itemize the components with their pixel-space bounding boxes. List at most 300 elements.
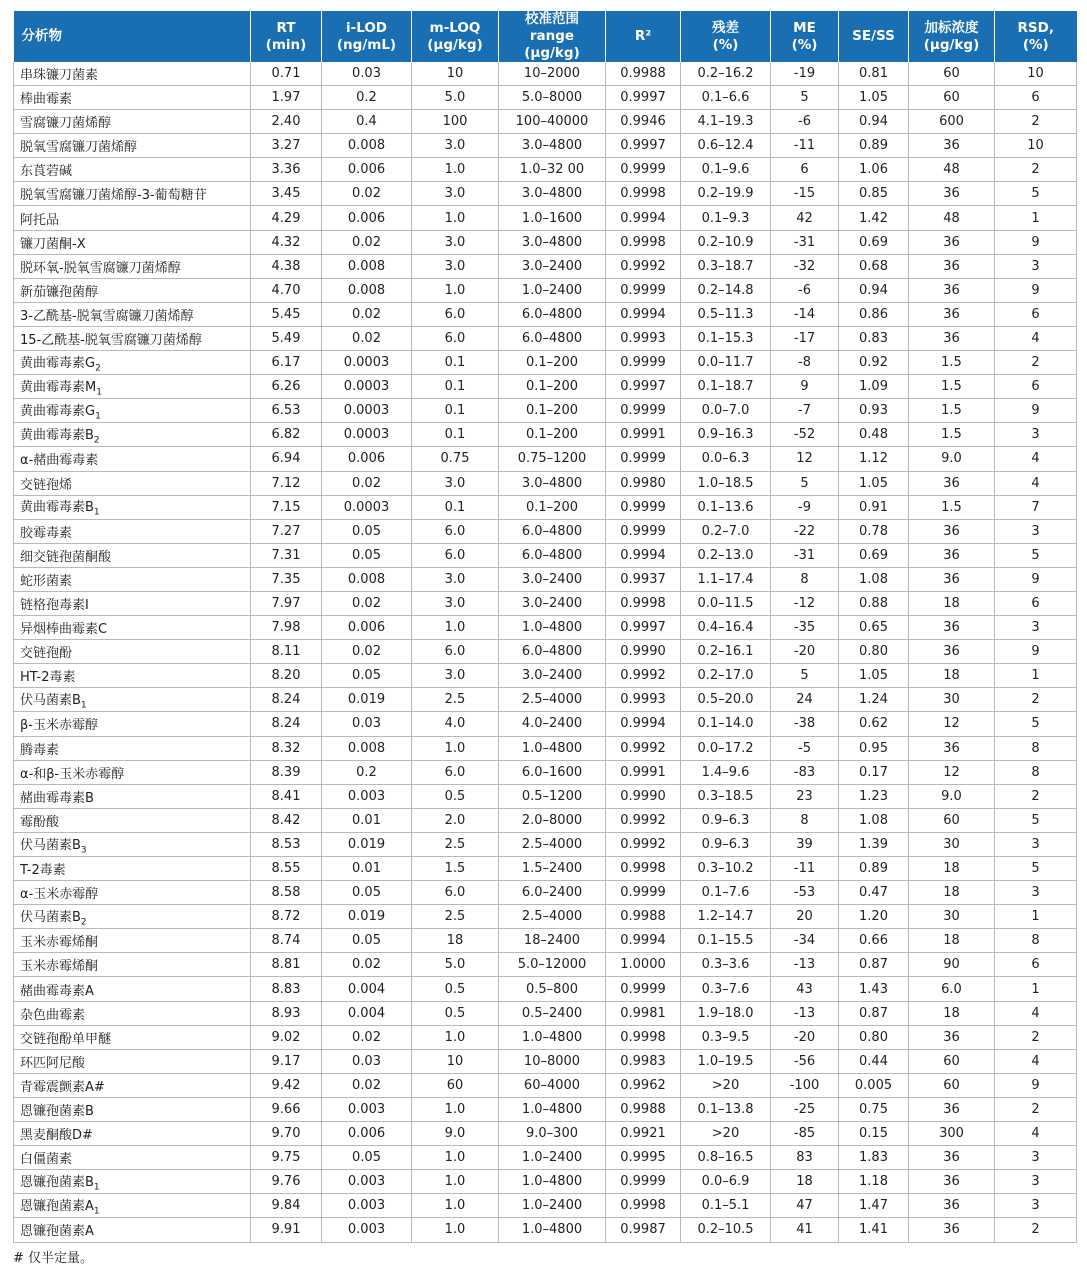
cell-se-ss: 0.69 [839,543,909,567]
analyte-name: α-赭曲霉毒素 [20,453,99,469]
cell-residual: 1.0–19.5 [681,1049,771,1073]
cell-residual: 0.3–18.7 [681,254,771,278]
cell-i-lod: 0.05 [322,543,412,567]
cell-se-ss: 0.93 [839,399,909,423]
header-r2 [606,11,681,62]
cell-rt: 8.20 [251,664,322,688]
cell-r2: 0.9997 [606,616,681,640]
cell-se-ss: 1.43 [839,977,909,1001]
cell-spike-level: 12 [909,712,995,736]
cell-analyte [14,808,251,832]
cell-calibration-range: 18–2400 [499,929,606,953]
cell-spike-level: 36 [909,640,995,664]
cell-calibration-range: 0.1–200 [499,423,606,447]
cell-se-ss: 1.09 [839,375,909,399]
cell-se-ss: 1.39 [839,832,909,856]
cell-m-loq: 2.5 [412,832,499,856]
table-row [14,134,1077,158]
cell-me: 24 [771,688,839,712]
analyte-name: 赭曲霉毒素B [20,790,94,806]
cell-calibration-range: 2.5–4000 [499,688,606,712]
cell-rt: 7.35 [251,567,322,591]
cell-rsd: 5 [995,182,1077,206]
header-rsd [995,11,1077,62]
analyte-name: 霉酚酸 [20,814,60,830]
cell-rsd: 2 [995,110,1077,134]
cell-r2: 0.9997 [606,375,681,399]
cell-analyte [14,302,251,326]
cell-me: -17 [771,326,839,350]
cell-spike-level: 600 [909,110,995,134]
cell-me: -20 [771,1025,839,1049]
cell-i-lod: 0.003 [322,784,412,808]
cell-rt: 7.12 [251,471,322,495]
table-row [14,254,1077,278]
table-row [14,519,1077,543]
cell-analyte [14,447,251,471]
table-row [14,736,1077,760]
cell-rsd: 4 [995,1001,1077,1025]
table-row [14,1097,1077,1121]
table-row [14,399,1077,423]
cell-me: -13 [771,1001,839,1025]
cell-calibration-range: 2.5–4000 [499,832,606,856]
table-row [14,1049,1077,1073]
cell-spike-level: 60 [909,86,995,110]
cell-m-loq: 6.0 [412,326,499,350]
cell-se-ss: 0.47 [839,881,909,905]
cell-rt: 9.75 [251,1146,322,1170]
cell-m-loq: 10 [412,62,499,86]
analyte-name: 雪腐镰刀菌烯醇 [20,116,112,132]
cell-residual: 0.9–6.3 [681,832,771,856]
cell-se-ss: 0.83 [839,326,909,350]
cell-r2: 0.9998 [606,1194,681,1218]
cell-m-loq: 3.0 [412,664,499,688]
table-row [14,953,1077,977]
cell-se-ss: 1.47 [839,1194,909,1218]
header-analyte [14,11,251,62]
cell-calibration-range: 1.0–1600 [499,206,606,230]
cell-i-lod: 0.0003 [322,351,412,375]
cell-r2: 0.9998 [606,182,681,206]
cell-rsd: 4 [995,447,1077,471]
cell-analyte [14,929,251,953]
cell-se-ss: 1.23 [839,784,909,808]
cell-rt: 9.84 [251,1194,322,1218]
cell-se-ss: 0.69 [839,230,909,254]
cell-r2: 0.9988 [606,905,681,929]
cell-me: -15 [771,182,839,206]
analyte-name: 黄曲霉毒素B [20,500,94,516]
header-m-loq [412,11,499,62]
cell-rt: 8.55 [251,857,322,881]
analyte-name: 恩镰孢菌素A [20,1224,94,1240]
cell-rsd: 1 [995,206,1077,230]
cell-se-ss: 0.94 [839,110,909,134]
cell-m-loq: 0.1 [412,375,499,399]
cell-r2: 0.9992 [606,736,681,760]
cell-se-ss: 1.83 [839,1146,909,1170]
cell-me: -52 [771,423,839,447]
cell-rt: 6.26 [251,375,322,399]
cell-r2: 0.9937 [606,567,681,591]
cell-r2: 0.9921 [606,1122,681,1146]
table-row [14,591,1077,615]
cell-rt: 8.42 [251,808,322,832]
cell-rsd: 10 [995,134,1077,158]
cell-r2: 0.9962 [606,1073,681,1097]
cell-r2: 0.9993 [606,688,681,712]
cell-i-lod: 0.006 [322,206,412,230]
cell-rt: 8.58 [251,881,322,905]
cell-residual: 0.2–7.0 [681,519,771,543]
cell-me: 41 [771,1218,839,1242]
cell-me: -31 [771,230,839,254]
cell-rsd: 4 [995,1122,1077,1146]
cell-residual: 0.6–12.4 [681,134,771,158]
cell-rsd: 2 [995,158,1077,182]
analyte-name: HT-2毒素 [20,670,76,686]
cell-i-lod: 0.0003 [322,375,412,399]
cell-m-loq: 6.0 [412,760,499,784]
cell-calibration-range: 0.1–200 [499,399,606,423]
cell-calibration-range: 6.0–4800 [499,326,606,350]
cell-se-ss: 0.17 [839,760,909,784]
cell-rt: 0.71 [251,62,322,86]
table-row [14,1170,1077,1194]
cell-r2: 0.9992 [606,254,681,278]
table-row [14,86,1077,110]
cell-calibration-range: 0.75–1200 [499,447,606,471]
cell-me: -100 [771,1073,839,1097]
cell-r2: 0.9987 [606,1218,681,1242]
cell-rt: 9.66 [251,1097,322,1121]
cell-analyte [14,1025,251,1049]
cell-calibration-range: 1.0–4800 [499,1170,606,1194]
cell-i-lod: 0.02 [322,302,412,326]
cell-m-loq: 0.5 [412,977,499,1001]
cell-analyte [14,664,251,688]
table-row [14,905,1077,929]
analyte-name: 伏马菌素B [20,909,81,925]
cell-me: 18 [771,1170,839,1194]
cell-analyte [14,399,251,423]
cell-me: -38 [771,712,839,736]
cell-m-loq: 0.1 [412,495,499,519]
cell-se-ss: 0.92 [839,351,909,375]
cell-analyte [14,567,251,591]
header-line: ME [793,19,816,36]
cell-spike-level: 1.5 [909,495,995,519]
cell-i-lod: 0.05 [322,664,412,688]
cell-i-lod: 0.03 [322,712,412,736]
analyte-name: 伏马菌素B [20,837,81,853]
cell-calibration-range: 1.0–4800 [499,1097,606,1121]
cell-calibration-range: 1.0–4800 [499,736,606,760]
header-i-lod [322,11,412,62]
cell-m-loq: 3.0 [412,567,499,591]
cell-rt: 8.41 [251,784,322,808]
cell-m-loq: 3.0 [412,254,499,278]
table-body [14,62,1077,1242]
cell-r2: 0.9994 [606,543,681,567]
cell-me: 20 [771,905,839,929]
cell-spike-level: 60 [909,62,995,86]
table-row [14,567,1077,591]
cell-rsd: 4 [995,471,1077,495]
cell-residual: 0.5–11.3 [681,302,771,326]
cell-me: -31 [771,543,839,567]
cell-spike-level: 36 [909,230,995,254]
cell-m-loq: 0.5 [412,784,499,808]
cell-se-ss: 0.85 [839,182,909,206]
cell-me: 39 [771,832,839,856]
cell-calibration-range: 6.0–2400 [499,881,606,905]
cell-analyte [14,1073,251,1097]
analyte-name: 交链孢酚单甲醚 [20,1031,112,1047]
cell-i-lod: 0.008 [322,134,412,158]
cell-se-ss: 1.08 [839,567,909,591]
cell-r2: 0.9997 [606,86,681,110]
cell-m-loq: 6.0 [412,881,499,905]
cell-i-lod: 0.0003 [322,399,412,423]
header-line: RT [276,19,296,36]
cell-analyte [14,182,251,206]
cell-m-loq: 0.5 [412,1001,499,1025]
header-me [771,11,839,62]
cell-residual: 0.1–7.6 [681,881,771,905]
header-line: i-LOD [345,19,388,36]
cell-m-loq: 1.0 [412,736,499,760]
cell-i-lod: 0.02 [322,326,412,350]
header-line: RSD, [1017,19,1054,36]
cell-analyte [14,543,251,567]
cell-residual: 1.4–9.6 [681,760,771,784]
table-row [14,808,1077,832]
cell-m-loq: 1.0 [412,158,499,182]
cell-i-lod: 0.003 [322,1170,412,1194]
cell-rsd: 2 [995,1218,1077,1242]
cell-calibration-range: 10–2000 [499,62,606,86]
cell-spike-level: 90 [909,953,995,977]
cell-m-loq: 3.0 [412,230,499,254]
cell-rsd: 3 [995,616,1077,640]
cell-m-loq: 6.0 [412,519,499,543]
cell-m-loq: 3.0 [412,134,499,158]
cell-rt: 4.32 [251,230,322,254]
analyte-name: α-和β-玉米赤霉醇 [20,766,125,782]
analyte-name: 黄曲霉毒素G [20,355,96,371]
cell-rsd: 1 [995,977,1077,1001]
analyte-subscript: 1 [80,700,87,711]
cell-spike-level: 18 [909,929,995,953]
cell-analyte [14,495,251,519]
cell-se-ss: 1.41 [839,1218,909,1242]
cell-me: -25 [771,1097,839,1121]
table-row [14,640,1077,664]
cell-rt: 2.40 [251,110,322,134]
analyte-name: 新茄镰孢菌醇 [20,284,99,300]
cell-rsd: 3 [995,832,1077,856]
cell-spike-level: 30 [909,688,995,712]
cell-r2: 0.9992 [606,808,681,832]
cell-rt: 3.45 [251,182,322,206]
cell-calibration-range: 0.1–200 [499,351,606,375]
cell-spike-level: 30 [909,905,995,929]
table-row [14,929,1077,953]
cell-me: -8 [771,351,839,375]
analyte-name: 脱氧雪腐镰刀菌烯醇-3-葡萄糖苷 [20,188,207,204]
header-line: range (µg/kg) [524,28,580,61]
cell-m-loq: 1.0 [412,616,499,640]
cell-spike-level: 18 [909,1001,995,1025]
cell-spike-level: 36 [909,278,995,302]
cell-se-ss: 0.87 [839,953,909,977]
analyte-name: 恩镰孢菌素A [20,1199,94,1215]
cell-me: -14 [771,302,839,326]
cell-calibration-range: 1.5–2400 [499,857,606,881]
cell-i-lod: 0.05 [322,881,412,905]
cell-calibration-range: 3.0–4800 [499,230,606,254]
cell-r2: 0.9998 [606,1025,681,1049]
cell-se-ss: 0.89 [839,857,909,881]
cell-analyte [14,857,251,881]
cell-i-lod: 0.003 [322,1194,412,1218]
cell-residual: 0.2–10.5 [681,1218,771,1242]
cell-me: 42 [771,206,839,230]
cell-residual: 0.0–6.3 [681,447,771,471]
cell-i-lod: 0.02 [322,230,412,254]
cell-i-lod: 0.019 [322,905,412,929]
cell-m-loq: 18 [412,929,499,953]
cell-rt: 4.38 [251,254,322,278]
cell-r2: 0.9990 [606,784,681,808]
cell-spike-level: 60 [909,1049,995,1073]
cell-me: 83 [771,1146,839,1170]
cell-se-ss: 1.05 [839,664,909,688]
cell-rsd: 9 [995,640,1077,664]
cell-se-ss: 0.80 [839,640,909,664]
cell-r2: 0.9999 [606,399,681,423]
cell-me: -9 [771,495,839,519]
cell-analyte [14,881,251,905]
cell-i-lod: 0.003 [322,1097,412,1121]
cell-rsd: 5 [995,857,1077,881]
cell-calibration-range: 5.0–12000 [499,953,606,977]
cell-spike-level: 9.0 [909,447,995,471]
cell-m-loq: 5.0 [412,86,499,110]
cell-rsd: 9 [995,1073,1077,1097]
analyte-name: 细交链孢菌酮酸 [20,549,112,565]
cell-i-lod: 0.02 [322,640,412,664]
cell-spike-level: 36 [909,254,995,278]
cell-r2: 0.9999 [606,977,681,1001]
cell-residual: 0.1–13.6 [681,495,771,519]
cell-r2: 0.9946 [606,110,681,134]
cell-se-ss: 1.06 [839,158,909,182]
analyte-name: 黑麦酮酸D# [20,1128,93,1144]
table-row [14,977,1077,1001]
cell-rt: 7.15 [251,495,322,519]
cell-se-ss: 0.94 [839,278,909,302]
cell-i-lod: 0.02 [322,471,412,495]
cell-m-loq: 2.5 [412,905,499,929]
cell-residual: >20 [681,1073,771,1097]
cell-se-ss: 0.68 [839,254,909,278]
cell-m-loq: 0.1 [412,399,499,423]
cell-spike-level: 36 [909,182,995,206]
header-line: m-LOQ [429,19,481,36]
cell-analyte [14,953,251,977]
cell-me: -32 [771,254,839,278]
cell-spike-level: 36 [909,543,995,567]
cell-i-lod: 0.008 [322,254,412,278]
cell-analyte [14,640,251,664]
cell-se-ss: 1.42 [839,206,909,230]
analyte-name: 伏马菌素B [20,693,81,709]
cell-rt: 9.42 [251,1073,322,1097]
cell-i-lod: 0.03 [322,1049,412,1073]
cell-spike-level: 12 [909,760,995,784]
table-row [14,1194,1077,1218]
analyte-name: 棒曲霉素 [20,92,73,108]
cell-residual: 0.0–7.0 [681,399,771,423]
cell-se-ss: 1.08 [839,808,909,832]
analyte-subscript: 1 [93,1206,100,1217]
cell-calibration-range: 9.0–300 [499,1122,606,1146]
cell-m-loq: 10 [412,1049,499,1073]
cell-rsd: 6 [995,302,1077,326]
cell-analyte [14,736,251,760]
analyte-name: α-玉米赤霉醇 [20,887,99,903]
table-row [14,760,1077,784]
analyte-name: 青霉震颤素A# [20,1079,105,1095]
cell-me: -5 [771,736,839,760]
cell-calibration-range: 1.0–4800 [499,1218,606,1242]
cell-r2: 0.9992 [606,832,681,856]
cell-m-loq: 9.0 [412,1122,499,1146]
cell-residual: 0.3–3.6 [681,953,771,977]
cell-analyte [14,1122,251,1146]
cell-se-ss: 0.65 [839,616,909,640]
cell-rsd: 2 [995,1025,1077,1049]
cell-i-lod: 0.4 [322,110,412,134]
cell-r2: 0.9990 [606,640,681,664]
cell-r2: 0.9999 [606,158,681,182]
cell-i-lod: 0.02 [322,1073,412,1097]
analyte-subscript: 3 [80,845,87,856]
cell-residual: 0.1–9.3 [681,206,771,230]
cell-residual: 0.1–5.1 [681,1194,771,1218]
analyte-name: 白僵菌素 [20,1152,73,1168]
table-row [14,688,1077,712]
cell-m-loq: 5.0 [412,953,499,977]
analyte-name: 赭曲霉毒素A [20,983,94,999]
cell-residual: 0.3–10.2 [681,857,771,881]
cell-spike-level: 36 [909,471,995,495]
cell-rt: 8.72 [251,905,322,929]
cell-r2: 0.9999 [606,351,681,375]
cell-analyte [14,977,251,1001]
cell-spike-level: 18 [909,857,995,881]
cell-se-ss: 0.91 [839,495,909,519]
cell-me: -20 [771,640,839,664]
cell-me: 8 [771,567,839,591]
analyte-subscript: 2 [80,917,87,928]
analyte-name: 玉米赤霉烯酮 [20,935,99,951]
cell-r2: 0.9999 [606,519,681,543]
